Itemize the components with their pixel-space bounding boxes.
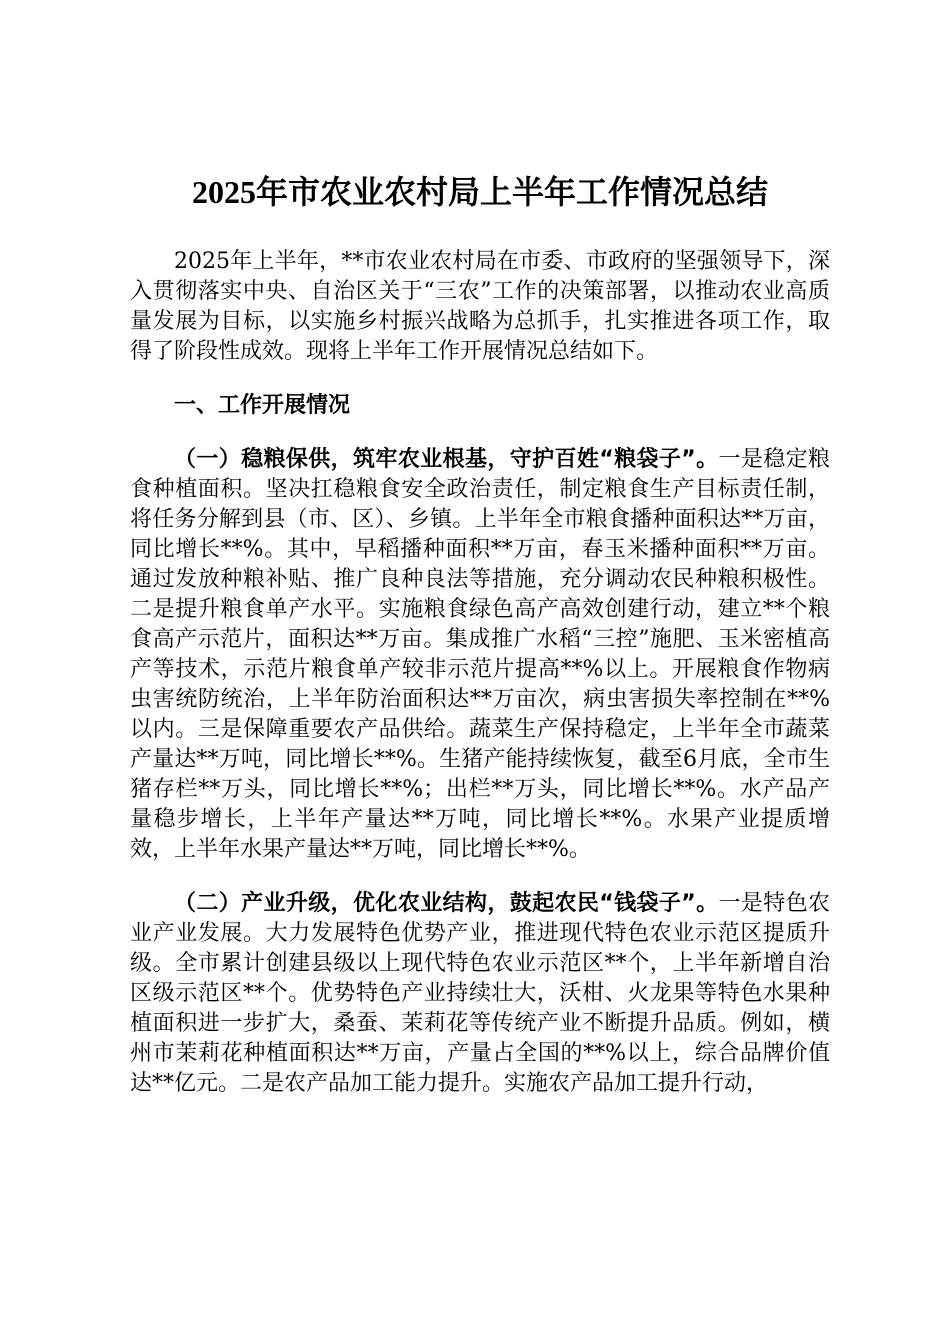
subsection-1-paragraph — [130, 445, 830, 865]
intro-paragraph: 2025年上半年，**市农业农村局在市委、市政府的坚强领导下，深入贯彻落实中央、自治区关于“三农”工作的决策部署，以推动农业高质量发展为目标，以实施乡村振兴战略为总抓手，扎实推进各项工作，取得了阶段性成效。现将上半年工作开展情况总结如下。 — [130, 249, 830, 364]
subsection-2-lead: （二）产业升级，优化农业结构，鼓起农民“钱袋子”。 — [174, 891, 719, 916]
title-text: 年市农业农村局上半年工作情况总结 — [255, 173, 768, 211]
spacer — [130, 865, 830, 889]
subsection-2-body: 一是特色农业产业发展。大力发展特色优势产业，推进现代特色农业示范区提质升级。全市累计创建县级以上现代特色农业示范区**个，上半年新增自治区级示范区**个。优势特色产业持续壮大，沃柑、火龙果等特色水果种植面积进一步扩大，桑蚕、茉莉花等传统产业不断提升品质。例如，横州市茉莉花种植面积达**万亩，产量占全国的**%以上，综合品牌价值达**亿元。二是农产品加工能力提升。实施农产品加工提升行动， — [130, 891, 830, 1096]
spacer — [130, 421, 830, 445]
spacer — [130, 367, 830, 391]
document-page — [130, 170, 830, 1099]
subsection-2-paragraph — [130, 889, 830, 1099]
document-title — [130, 170, 830, 214]
subsection-1-body: 一是稳定粮食种植面积。坚决扛稳粮食安全政治责任，制定粮食生产目标责任制，将任务分解到县（市、区）、乡镇。上半年全市粮食播种面积达**万亩，同比增长**%。其中，早稻播种面积**万亩，春玉米播种面积**万亩。通过发放种粮补贴、推广良种良法等措施，充分调动农民种粮积极性。二是提升粮食单产水平。实施粮食绿色高产高效创建行动，建立**个粮食高产示范片，面积达**万亩。集成推广水稻“三控”施肥、玉米密植高产等技术，示范片粮食单产较非示范片提高**%以上。开展粮食作物病虫害统防统治，上半年防治面积达**万亩次，病虫害损失率控制在**%以内。三是保障重要农产品供给。蔬菜生产保持稳定，上半年全市蔬菜产量达**万吨，同比增长**%。生猪产能持续恢复，截至6月底，全市生猪存栏**万头，同比增长**%；出栏**万头，同比增长**%。水产品产量稳步增长，上半年产量达**万吨，同比增长**%。水果产业提质增效，上半年水果产量达**万吨，同比增长**%。 — [130, 447, 830, 862]
section-heading: 一、工作开展情况 — [174, 393, 351, 418]
subsection-1-lead: （一）稳粮保供，筑牢农业根基，守护百姓“粮袋子”。 — [174, 447, 719, 472]
title-year: 2025 — [191, 174, 256, 210]
